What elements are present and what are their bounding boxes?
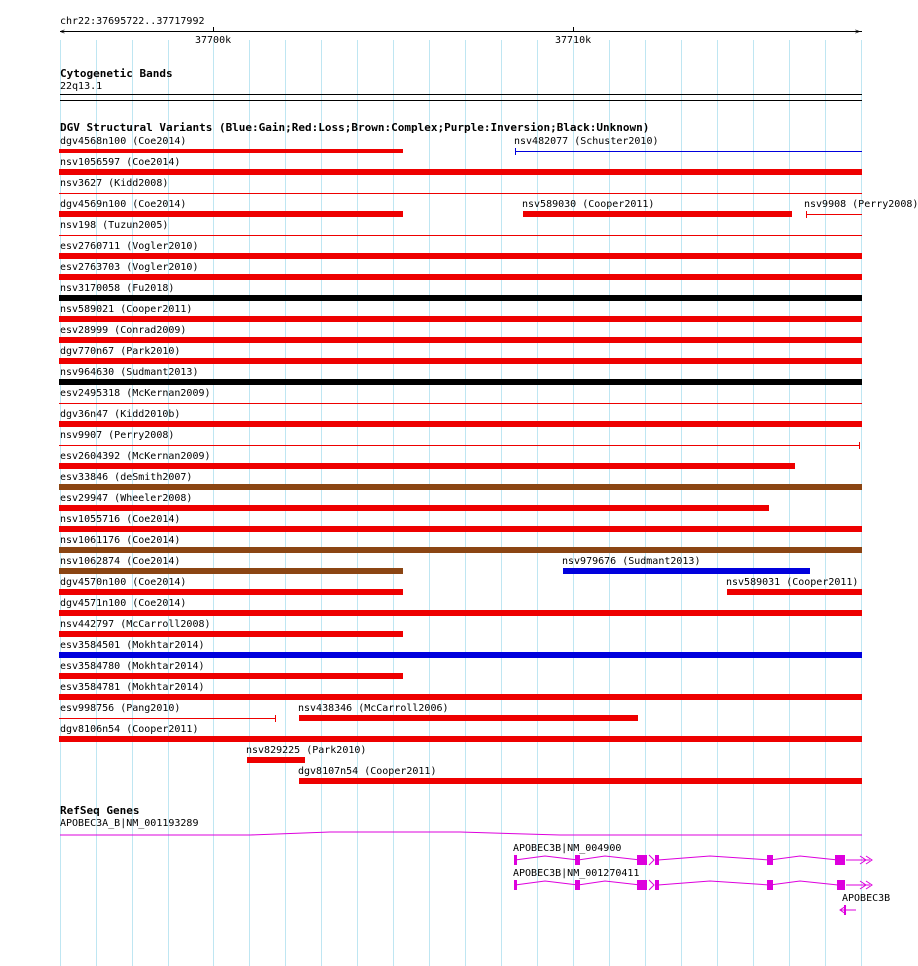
variant-bar[interactable] bbox=[59, 589, 403, 595]
variant-bar[interactable] bbox=[59, 694, 862, 700]
variant-label: nsv1061176 (Coe2014) bbox=[60, 535, 181, 546]
variant-label: nsv3627 (Kidd2008) bbox=[60, 178, 169, 189]
cytoband-line-bottom[interactable] bbox=[60, 100, 862, 101]
gene-label: APOBEC3A_B|NM_001193289 bbox=[60, 818, 199, 829]
variant-label: nsv979676 (Sudmant2013) bbox=[562, 556, 701, 567]
variant-bar[interactable] bbox=[59, 358, 862, 364]
variant-bar[interactable] bbox=[523, 211, 792, 217]
variant-bar[interactable] bbox=[59, 211, 403, 217]
variant-bar[interactable] bbox=[59, 652, 862, 658]
ruler-right-arrow: > bbox=[855, 27, 860, 36]
variant-label: nsv198 (Tuzun2005) bbox=[60, 220, 169, 231]
variant-bar[interactable] bbox=[59, 445, 860, 446]
gene-apobec3b-nm004900[interactable] bbox=[0, 852, 890, 868]
variant-label: esv33846 (deSmith2007) bbox=[60, 472, 193, 483]
variant-label: dgv4570n100 (Coe2014) bbox=[60, 577, 187, 588]
variant-bar[interactable] bbox=[515, 151, 862, 152]
variant-bar[interactable] bbox=[59, 610, 862, 616]
variant-bar[interactable] bbox=[59, 631, 403, 637]
ruler-axis[interactable] bbox=[60, 31, 862, 32]
variant-label: nsv1055716 (Coe2014) bbox=[60, 514, 181, 525]
variant-end-cap bbox=[859, 442, 860, 449]
variant-bar[interactable] bbox=[59, 235, 862, 236]
variant-end-cap bbox=[806, 211, 807, 218]
variant-bar[interactable] bbox=[59, 526, 862, 532]
variant-bar[interactable] bbox=[59, 463, 795, 469]
variant-label: esv3584781 (Mokhtar2014) bbox=[60, 682, 205, 693]
refseq-track-title: RefSeq Genes bbox=[60, 804, 140, 817]
variant-label: nsv442797 (McCarroll2008) bbox=[60, 619, 211, 630]
variant-label: esv3584780 (Mokhtar2014) bbox=[60, 661, 205, 672]
variant-bar[interactable] bbox=[727, 589, 862, 595]
variant-label: esv29947 (Wheeler2008) bbox=[60, 493, 193, 504]
variant-bar[interactable] bbox=[299, 778, 862, 784]
variant-bar[interactable] bbox=[59, 337, 862, 343]
variant-bar[interactable] bbox=[59, 316, 862, 322]
variant-bar[interactable] bbox=[59, 149, 403, 153]
variant-label: dgv770n67 (Park2010) bbox=[60, 346, 181, 357]
gene-apobec3b-partial[interactable] bbox=[0, 902, 890, 916]
variant-bar[interactable] bbox=[59, 379, 862, 385]
variant-label: nsv589021 (Cooper2011) bbox=[60, 304, 193, 315]
variant-label: dgv4568n100 (Coe2014) bbox=[60, 136, 187, 147]
gene-label: APOBEC3B|NM_004900 bbox=[513, 843, 622, 854]
ruler-tick-label: 37700k bbox=[195, 35, 232, 46]
dgv-track-title: DGV Structural Variants (Blue:Gain;Red:Loss;Brown:Complex;Purple:Inversion;Black:Unknown) bbox=[60, 121, 650, 134]
variant-bar[interactable] bbox=[59, 718, 276, 719]
variant-bar[interactable] bbox=[59, 295, 862, 301]
variant-bar[interactable] bbox=[59, 736, 862, 742]
variant-label: esv2495318 (McKernan2009) bbox=[60, 388, 211, 399]
variant-bar[interactable] bbox=[59, 568, 403, 574]
variant-label: esv2604392 (McKernan2009) bbox=[60, 451, 211, 462]
ruler-tick bbox=[213, 27, 214, 32]
variant-end-cap bbox=[515, 148, 516, 155]
variant-label: nsv589030 (Cooper2011) bbox=[522, 199, 655, 210]
variant-bar[interactable] bbox=[59, 547, 862, 553]
variant-bar[interactable] bbox=[59, 505, 769, 511]
variant-label: nsv1062874 (Coe2014) bbox=[60, 556, 181, 567]
ruler-range-label: chr22:37695722..37717992 bbox=[60, 16, 205, 27]
variant-bar[interactable] bbox=[59, 193, 862, 194]
variant-label: dgv4571n100 (Coe2014) bbox=[60, 598, 187, 609]
variant-label: esv2763703 (Vogler2010) bbox=[60, 262, 199, 273]
variant-bar[interactable] bbox=[59, 169, 862, 175]
cytoband-line-top[interactable] bbox=[60, 94, 862, 95]
variant-bar[interactable] bbox=[563, 568, 810, 574]
variant-label: dgv36n47 (Kidd2010b) bbox=[60, 409, 181, 420]
variant-label: nsv964630 (Sudmant2013) bbox=[60, 367, 199, 378]
variant-bar[interactable] bbox=[59, 421, 862, 427]
gene-label: APOBEC3B bbox=[842, 893, 891, 904]
variant-label: nsv1056597 (Coe2014) bbox=[60, 157, 181, 168]
variant-bar[interactable] bbox=[59, 484, 862, 490]
variant-label: nsv829225 (Park2010) bbox=[246, 745, 367, 756]
cytoband-label: 22q13.1 bbox=[60, 81, 103, 92]
variant-label: dgv4569n100 (Coe2014) bbox=[60, 199, 187, 210]
variant-bar[interactable] bbox=[59, 403, 862, 404]
variant-label: nsv9908 (Perry2008) bbox=[804, 199, 918, 210]
variant-label: nsv9907 (Perry2008) bbox=[60, 430, 175, 441]
variant-label: nsv3170058 (Fu2018) bbox=[60, 283, 175, 294]
variant-bar[interactable] bbox=[247, 757, 305, 763]
variant-label: dgv8107n54 (Cooper2011) bbox=[298, 766, 437, 777]
variant-label: esv998756 (Pang2010) bbox=[60, 703, 181, 714]
ruler-tick-label: 37710k bbox=[555, 35, 592, 46]
variant-end-cap bbox=[275, 715, 276, 722]
gene-apobec3a-b[interactable] bbox=[0, 826, 890, 838]
gene-apobec3b-nm001270411[interactable] bbox=[0, 877, 890, 893]
variant-bar[interactable] bbox=[59, 274, 862, 280]
variant-label: esv3584501 (Mokhtar2014) bbox=[60, 640, 205, 651]
variant-label: nsv589031 (Cooper2011) bbox=[726, 577, 859, 588]
variant-bar[interactable] bbox=[59, 673, 403, 679]
variant-bar[interactable] bbox=[59, 253, 862, 259]
ruler-tick bbox=[573, 27, 574, 32]
variant-label: nsv438346 (McCarroll2006) bbox=[298, 703, 449, 714]
variant-label: esv28999 (Conrad2009) bbox=[60, 325, 187, 336]
ruler-left-arrow: < bbox=[60, 27, 65, 36]
gene-label: APOBEC3B|NM_001270411 bbox=[513, 868, 640, 879]
variant-label: esv2760711 (Vogler2010) bbox=[60, 241, 199, 252]
variant-label: nsv482077 (Schuster2010) bbox=[514, 136, 659, 147]
variant-label: dgv8106n54 (Cooper2011) bbox=[60, 724, 199, 735]
variant-bar[interactable] bbox=[299, 715, 638, 721]
cytoband-track-title: Cytogenetic Bands bbox=[60, 67, 173, 80]
variant-bar[interactable] bbox=[806, 214, 862, 215]
